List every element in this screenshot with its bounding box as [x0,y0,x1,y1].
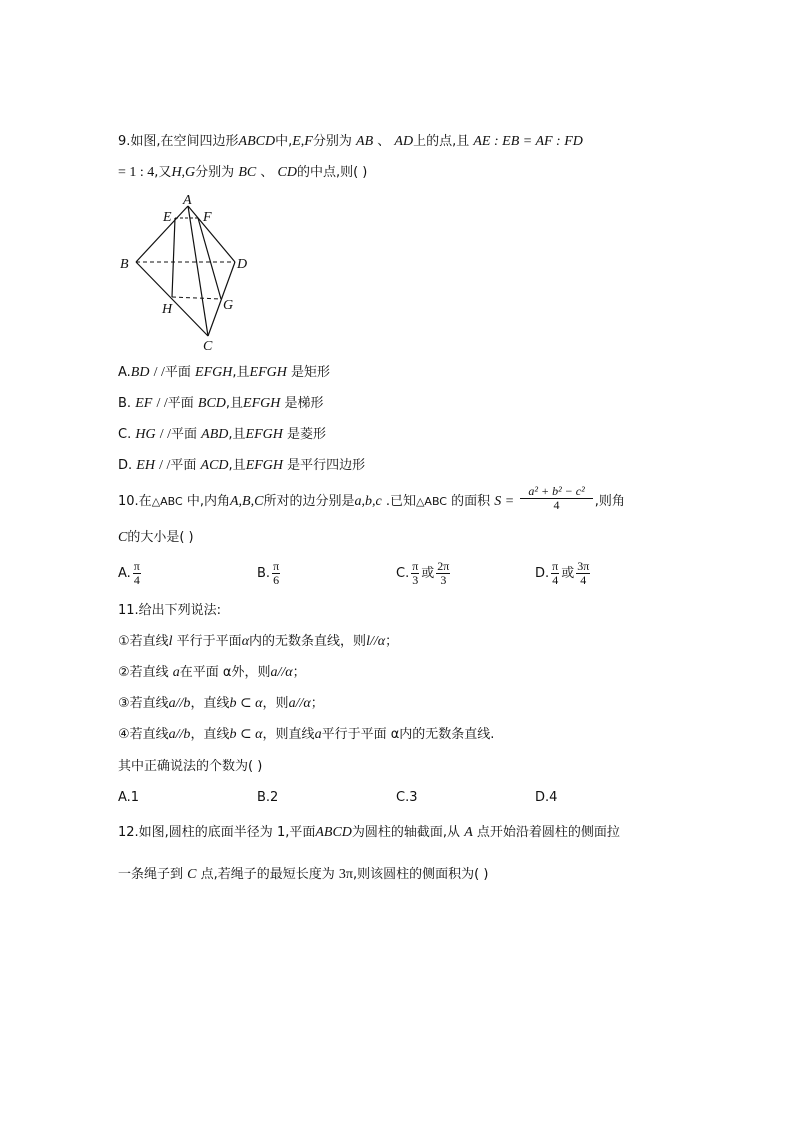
q9-option-b[interactable] [118,394,324,414]
math-cd: CD [277,165,297,180]
q11-text: ； [310,696,324,711]
parallel-symbol: / / [159,427,172,442]
option-fraction [576,560,590,587]
fraction-numerator: 2π [437,559,450,573]
option-or: 或 [421,566,435,581]
option-shape: EFGH [243,396,281,411]
q11-text: 平行于平面 α内的无数条直线. [321,727,495,742]
q12-text: 点,若绳子的最短长度为 [200,867,335,882]
q11-text: 在平面 α外，则 [179,665,271,680]
q10-text: 的大小是( ) [127,530,194,545]
q11-question: 其中正确说法的个数为( ) [118,759,263,774]
q9-option-a[interactable] [118,363,330,383]
q10-text: .已知 [385,494,416,509]
q10-text: 10.在 [118,494,152,509]
q9-option-d[interactable] [118,456,365,476]
option-line: EF [135,396,153,411]
q11-option-a[interactable]: A.1 [118,790,140,805]
q9-text: 、 [377,134,391,149]
option-plane: BCD [197,396,226,411]
q11-text: ，直线 [190,696,230,711]
fraction-denominator: 4 [552,573,559,587]
math-relation: a//α [270,665,293,680]
fraction-denominator: 3 [412,573,419,587]
q9-text: 上的点,且 [413,134,470,149]
edge-eh [172,218,175,297]
option-plane: ACD [200,458,229,473]
q10-option-d[interactable] [535,560,592,587]
fraction-numerator: π [412,559,419,573]
q11-statement-4 [118,725,494,745]
q11-text: ③若直线 [118,696,169,711]
option-plane: EFGH [195,365,233,380]
q9-text: 中, [275,134,293,149]
option-fraction [272,560,280,587]
q11-text: 内的无数条直线，则 [249,634,367,649]
q11-statement-1 [118,632,398,652]
option-letter: C. [396,566,410,581]
q9-line1 [118,132,583,152]
q9-text: 9.如图,在空间四边形 [118,134,239,149]
triangle-abc: △ABC [151,495,183,508]
math-ad: AD [394,134,414,149]
q11-text: ①若直线 [118,634,169,649]
fraction-denominator: 4 [133,573,140,587]
q9-line2 [118,163,367,183]
q12-text: 点开始沿着圆柱的侧面拉 [476,825,620,840]
fraction-denominator: 4 [580,573,587,587]
fraction-denominator: 3 [440,573,447,587]
area-fraction [520,485,592,512]
option-text: 是菱形 [287,427,327,442]
math-ratio-value: = 1 : 4 [118,165,155,180]
math-l: l [168,634,173,649]
option-line: BD [130,365,150,380]
math-c: C [118,530,128,545]
math-abcd: ABCD [315,825,352,840]
q11-text: ，则直线 [262,727,315,742]
parallel-symbol: / / [156,396,168,411]
q11-statement-2 [118,663,306,683]
q9-text: 、 [260,165,274,180]
math-angles: A,B,C [230,494,264,509]
math-bc: BC [238,165,257,180]
option-fraction [551,560,559,587]
math-hg: H,G [171,165,196,180]
q11-option-d[interactable]: D.4 [535,790,558,805]
option-fraction [133,560,141,587]
math-ab: AB [356,134,374,149]
math-length: 3π [338,867,353,882]
q11-text: ； [385,634,399,649]
math-relation: b ⊂ α [229,727,263,742]
option-line: HG [135,427,156,442]
q9-text: 分别为 [312,134,352,149]
fraction-numerator: π [273,559,280,573]
fraction-denominator: 4 [553,498,560,512]
label-f: F [203,210,212,225]
math-relation: b ⊂ α [229,696,263,711]
fraction-numerator: π [133,559,140,573]
q11-text: ④若直线 [118,727,169,742]
math-ef: E,F [292,134,313,149]
label-e: E [163,210,172,225]
option-text: ,且 [225,396,244,411]
fraction-numerator: a² + b² − c² [520,485,592,499]
math-a: a [172,665,180,680]
edge-hg-dashed [172,297,221,299]
math-relation: a//α [288,696,311,711]
option-letter: D. [118,458,133,473]
option-shape: EFGH [249,365,287,380]
q10-text: 的面积 [451,494,491,509]
label-d: D [237,257,248,272]
math-ratio: AE : EB = AF : FD [473,134,583,149]
option-text: ,且 [228,458,246,473]
edge-ab [136,206,188,262]
q10-option-b[interactable] [257,560,282,587]
option-text: ,且 [228,427,246,442]
math-alpha: α [241,634,250,649]
q10-text: ,则角 [594,494,625,509]
option-shape: EFGH [245,458,284,473]
math-abcd: ABCD [238,134,276,149]
option-text: 平面 [164,365,191,380]
q11-option-c[interactable]: C.3 [396,790,418,805]
q11-text: ②若直线 [118,665,169,680]
q12-line1 [118,823,620,843]
q12-text: 12.如图,圆柱的底面半径为 1,平面 [118,825,316,840]
label-h: H [162,302,173,317]
math-relation: a//b [168,696,191,711]
q10-line2 [118,528,194,548]
math-relation: l//α [366,634,386,649]
edge-fg [198,218,221,299]
option-text: 平面 [170,458,197,473]
q11-option-b[interactable]: B.2 [257,790,279,805]
option-letter: A. [118,365,131,380]
option-text: 是矩形 [290,365,330,380]
math-point-c: C [187,867,197,882]
option-fraction [411,560,419,587]
option-shape: EFGH [245,427,283,442]
option-line: EH [136,458,155,473]
option-text: 平面 [171,427,198,442]
option-text: 是梯形 [284,396,324,411]
option-letter: B. [118,396,132,411]
q10-option-c[interactable] [396,560,452,587]
math-area-symbol: S = [494,494,515,509]
q11-title: 11.给出下列说法: [118,603,222,618]
option-letter: C. [118,427,132,442]
option-text: 平面 [167,396,194,411]
parallel-symbol: / / [159,458,171,473]
option-or: 或 [561,566,575,581]
q9-text: 分别为 [195,165,235,180]
option-plane: ABD [201,427,229,442]
math-sides: a,b,c [354,494,382,509]
option-fraction [436,560,450,587]
fraction-numerator: 3π [577,559,590,573]
label-c: C [203,339,213,352]
label-a: A [183,193,192,208]
q11-text: ，则 [262,696,289,711]
q12-text: 为圆柱的轴截面,从 [351,825,461,840]
label-g: G [223,298,234,313]
math-a: a [314,727,322,742]
option-text: ,且 [232,365,250,380]
q10-option-a[interactable] [118,560,143,587]
option-letter: A. [118,566,131,581]
fraction-numerator: π [552,559,559,573]
fraction-denominator: 6 [273,573,280,587]
q11-statement-3 [118,694,324,714]
q9-text: 的中点,则( ) [296,165,368,180]
q9-text: ,又 [154,165,172,180]
q9-option-c[interactable] [118,425,326,445]
tetrahedron-figure [115,192,265,352]
q12-line2 [118,865,488,885]
q11-text: ，直线 [190,727,230,742]
label-b: B [120,257,129,272]
option-text: 是平行四边形 [287,458,366,473]
q12-text: ,则该圆柱的侧面积为( ) [353,867,489,882]
edge-bc [136,262,208,336]
option-letter: B. [257,566,271,581]
q11-text: 平行于平面 [172,634,242,649]
triangle-abc: △ABC [415,495,447,508]
q10-line1 [118,484,625,517]
parallel-symbol: / / [153,365,165,380]
math-point-a: A [464,825,473,840]
q11-text: ； [292,665,306,680]
math-relation: a//b [168,727,191,742]
q12-text: 一条绳子到 [118,867,184,882]
q10-text: 中,内角 [186,494,230,509]
q10-text: 所对的边分别是 [263,494,355,509]
option-letter: D. [535,566,550,581]
